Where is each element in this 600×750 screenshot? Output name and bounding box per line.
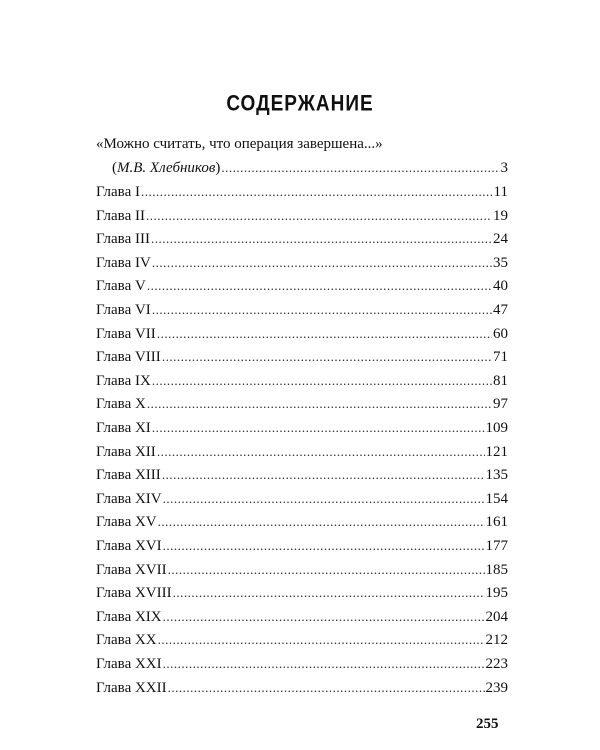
chapter-page-number: 185	[485, 561, 508, 578]
chapter-page-number: 19	[493, 207, 508, 224]
toc-entry-chapter	[96, 229, 508, 249]
toc-entry-chapter	[96, 607, 508, 627]
leader-dots	[221, 158, 499, 178]
toc-entry-chapter	[96, 560, 508, 580]
chapter-label: Глава IV	[96, 254, 151, 271]
chapter-page-number: 109	[485, 420, 508, 436]
chapter-page-number: 97	[493, 396, 508, 413]
toc-entry-chapter	[96, 276, 508, 296]
chapter-label: Глава XV	[96, 514, 157, 531]
leader-dots	[146, 206, 492, 226]
chapter-label: Глава XX	[96, 632, 157, 649]
leader-dots	[147, 394, 492, 414]
leader-dots	[158, 630, 485, 650]
chapter-label: Глава XI	[96, 420, 151, 436]
chapter-label: Глава V	[96, 278, 146, 295]
leader-dots	[168, 560, 485, 580]
page-number: 255	[476, 716, 499, 732]
leader-dots	[152, 253, 492, 273]
chapter-page-number: 40	[493, 278, 508, 295]
chapter-label: Глава XXI	[96, 656, 162, 672]
chapter-page-number: 35	[493, 254, 508, 271]
chapter-label: Глава XVII	[96, 561, 167, 578]
toc-entry-chapter	[96, 347, 508, 367]
chapter-label: Глава VII	[96, 325, 156, 342]
toc-entry-chapter	[96, 465, 508, 485]
toc-entry-chapter	[96, 630, 508, 650]
chapter-page-number: 60	[493, 325, 508, 342]
chapter-page-number: 71	[493, 349, 508, 366]
intro-quote: «Можно считать, что операция завершена...»	[96, 136, 383, 152]
chapter-page-number: 121	[485, 443, 508, 460]
chapter-label: Глава I	[96, 184, 140, 200]
toc-entry-intro	[112, 158, 508, 178]
leader-dots	[162, 347, 492, 367]
chapter-page-number: 223	[485, 656, 508, 672]
chapter-page-number: 11	[493, 184, 508, 200]
chapter-page-number: 177	[485, 538, 508, 554]
page-title: СОДЕРЖАНИЕ	[226, 92, 374, 117]
toc-entry-chapter	[96, 583, 508, 603]
leader-dots	[157, 324, 492, 344]
leader-dots	[152, 371, 492, 391]
leader-dots	[163, 489, 485, 509]
chapter-page-number: 161	[485, 514, 508, 531]
toc-entry-chapter	[96, 394, 508, 414]
toc-entry-chapter	[96, 206, 508, 226]
chapter-label: Глава XIII	[96, 467, 161, 484]
chapter-label: Глава XVI	[96, 538, 162, 554]
chapter-label: Глава XVIII	[96, 585, 172, 602]
chapter-page-number: 204	[485, 608, 508, 625]
chapter-label: Глава VIII	[96, 349, 161, 366]
leader-dots	[162, 465, 485, 485]
chapter-page-number: 154	[485, 490, 508, 507]
toc-entry-chapter	[96, 678, 508, 698]
chapter-label: Глава XII	[96, 443, 156, 460]
chapter-label: Глава III	[96, 231, 150, 248]
chapter-label: Глава XIX	[96, 608, 162, 625]
toc-entry-chapter	[96, 300, 508, 320]
chapter-page-number: 135	[485, 467, 508, 484]
leader-dots	[152, 300, 492, 320]
leader-dots	[152, 418, 485, 438]
intro-author: М.В. Хлебников	[117, 160, 216, 176]
chapter-page-number: 212	[485, 632, 508, 649]
leader-dots	[163, 536, 485, 556]
chapter-page-number: 81	[493, 372, 508, 389]
chapter-page-number: 239	[485, 679, 508, 696]
toc-entry-page: 3	[500, 160, 508, 176]
toc-entry-chapter	[96, 654, 508, 674]
leader-dots	[157, 442, 485, 462]
chapter-page-number: 24	[493, 231, 508, 248]
toc-entry-chapter	[96, 182, 508, 202]
chapter-label: Глава XXII	[96, 679, 167, 696]
toc-entry-chapter	[96, 536, 508, 556]
toc-entry-chapter	[96, 253, 508, 273]
toc-entry-chapter	[96, 442, 508, 462]
chapter-label: Глава X	[96, 396, 146, 413]
leader-dots	[147, 276, 492, 296]
toc-entry-chapter	[96, 371, 508, 391]
leader-dots	[163, 654, 485, 674]
toc-entry-chapter	[96, 489, 508, 509]
toc-entry-chapter	[96, 324, 508, 344]
leader-dots	[158, 512, 485, 532]
toc-entry-chapter	[96, 512, 508, 532]
leader-dots	[173, 583, 485, 603]
chapter-label: Глава IX	[96, 372, 151, 389]
toc-entry-intro-label: (М.В. Хлебников)	[112, 160, 221, 176]
leader-dots	[141, 182, 493, 202]
chapter-page-number: 195	[485, 585, 508, 602]
chapter-page-number: 47	[493, 302, 508, 318]
chapter-label: Глава XIV	[96, 490, 162, 507]
leader-dots	[151, 229, 492, 249]
leader-dots	[168, 678, 485, 698]
leader-dots	[163, 607, 485, 627]
toc-entry-chapter	[96, 418, 508, 438]
chapter-label: Глава II	[96, 207, 145, 224]
chapter-label: Глава VI	[96, 302, 151, 318]
